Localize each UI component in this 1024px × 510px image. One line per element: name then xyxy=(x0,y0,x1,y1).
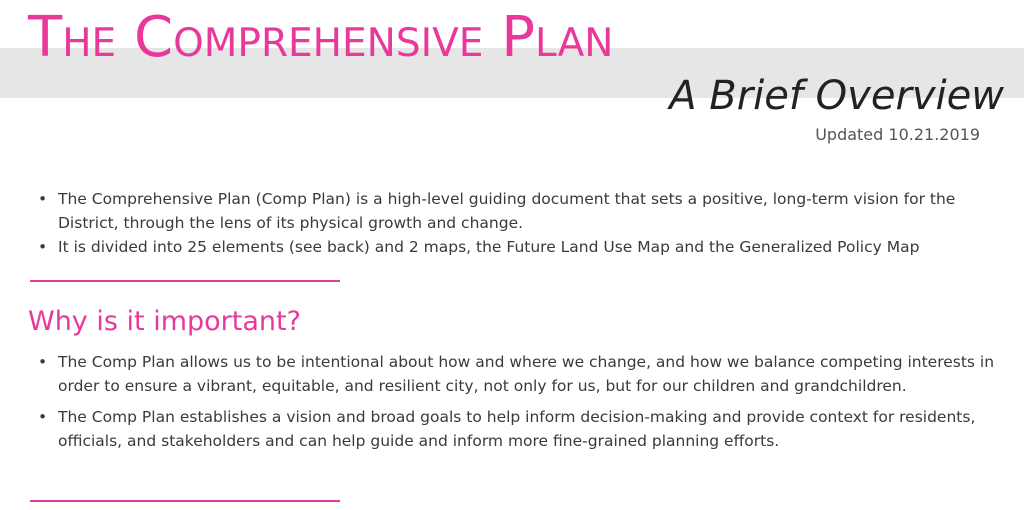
why-bullet-list xyxy=(36,350,996,460)
intro-bullet-text: It is divided into 25 elements (see back) and 2 maps, the Future Land Use Map and the Generalized Policy Map xyxy=(58,238,920,256)
section-divider xyxy=(30,280,340,282)
why-bullet-text: The Comp Plan establishes a vision and broad goals to help inform decision-making and provide context for residents, officials, and stakeholders and can help guide and inform more fine-grained planning efforts. xyxy=(58,408,976,450)
list-item xyxy=(36,187,1008,235)
why-bullet-text: The Comp Plan allows us to be intentional about how and where we change, and how we balance competing interests in order to ensure a vibrant, equitable, and resilient city, not only for us, but for our children and grandchildren. xyxy=(58,353,995,395)
section-heading-why: Why is it important? xyxy=(28,306,301,337)
intro-bullet-text: The Comprehensive Plan (Comp Plan) is a high-level guiding document that sets a positive, long-term vision for the District, through the lens of its physical growth and change. xyxy=(58,190,956,232)
list-item xyxy=(36,235,1008,259)
page-subtitle: A Brief Overview xyxy=(669,73,1004,119)
bullet-icon: • xyxy=(38,353,48,371)
list-item xyxy=(36,405,996,453)
list-item xyxy=(36,350,996,398)
bullet-icon: • xyxy=(38,408,48,426)
intro-bullet-list xyxy=(36,187,1008,259)
updated-date: Updated 10.21.2019 xyxy=(815,125,980,144)
page-title: The Comprehensive Plan xyxy=(28,5,614,70)
bullet-icon: • xyxy=(38,190,48,208)
bullet-icon: • xyxy=(38,238,48,256)
section-divider xyxy=(30,500,340,502)
